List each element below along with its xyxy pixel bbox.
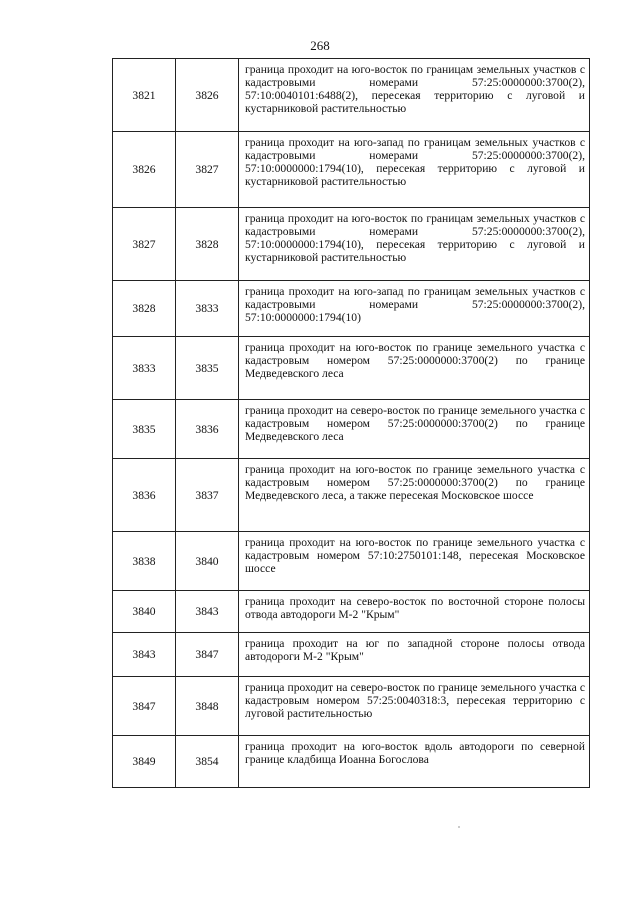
point-from-cell: 3840 (113, 591, 176, 633)
point-to-cell: 3840 (176, 532, 239, 591)
scan-speck (458, 826, 460, 828)
description-text: граница проходит на юго-восток по границе земельного участка с кадастровым номером 57:10:2750101:148, пересекая Московское шоссе (245, 536, 585, 575)
table-row (113, 633, 590, 677)
point-from-cell: 3826 (113, 132, 176, 208)
description-cell (239, 459, 590, 532)
point-from-cell: 3836 (113, 459, 176, 532)
table-row (113, 459, 590, 532)
description-cell (239, 59, 590, 132)
description-text: граница проходит на северо-восток по границе земельного участка с кадастровым номером 57:25:0040318:3, пересекая территорию с луговой растительностью (245, 681, 585, 720)
table-row (113, 677, 590, 736)
description-text: граница проходит на юго-восток по границам земельных участков с кадастровыми номерами 57:25:0000000:3700(2), 57:10:0000000:1794(10), пересекая территорию с луговой и кустарниковой растительностью (245, 212, 585, 264)
table-row (113, 208, 590, 281)
table-row (113, 532, 590, 591)
description-text: граница проходит на юго-восток по границам земельных участков с кадастровыми номерами 57:25:0000000:3700(2), 57:10:0040101:6488(2), пересекая территорию с луговой и кустарниковой растительностью (245, 63, 585, 115)
table-row (113, 736, 590, 788)
table-row (113, 132, 590, 208)
point-to-cell: 3837 (176, 459, 239, 532)
point-from-cell: 3821 (113, 59, 176, 132)
point-from-cell: 3843 (113, 633, 176, 677)
point-to-cell: 3843 (176, 591, 239, 633)
description-cell (239, 208, 590, 281)
point-from-cell: 3849 (113, 736, 176, 788)
description-text: граница проходит на северо-восток по границе земельного участка с кадастровым номером 57:25:0000000:3700(2) по границе Медведевского леса (245, 404, 585, 443)
description-text: граница проходит на юго-восток по границе земельного участка с кадастровым номером 57:25:0000000:3700(2) по границе Медведевского леса, а также пересекая Московское шоссе (245, 463, 585, 502)
point-from-cell: 3847 (113, 677, 176, 736)
point-to-cell: 3826 (176, 59, 239, 132)
table-row (113, 281, 590, 337)
description-cell (239, 337, 590, 400)
point-from-cell: 3838 (113, 532, 176, 591)
description-text: граница проходит на юго-восток по границе земельного участка с кадастровым номером 57:25:0000000:3700(2) по границе Медведевского леса (245, 341, 585, 380)
table-row (113, 400, 590, 459)
description-cell (239, 591, 590, 633)
point-to-cell: 3828 (176, 208, 239, 281)
description-cell (239, 532, 590, 591)
description-cell (239, 677, 590, 736)
description-cell (239, 633, 590, 677)
description-cell (239, 132, 590, 208)
description-cell (239, 736, 590, 788)
point-from-cell: 3835 (113, 400, 176, 459)
point-to-cell: 3848 (176, 677, 239, 736)
point-to-cell: 3835 (176, 337, 239, 400)
point-to-cell: 3847 (176, 633, 239, 677)
boundary-table-body (113, 59, 590, 788)
boundary-table (112, 58, 590, 788)
point-from-cell: 3827 (113, 208, 176, 281)
point-from-cell: 3833 (113, 337, 176, 400)
page-number: 268 (310, 38, 330, 53)
description-text: граница проходит на юг по западной стороне полосы отвода автодороги М-2 "Крым" (245, 637, 585, 663)
description-cell (239, 281, 590, 337)
table-row (113, 337, 590, 400)
point-to-cell: 3827 (176, 132, 239, 208)
description-text: граница проходит на юго-запад по границам земельных участков с кадастровыми номерами 57:25:0000000:3700(2), 57:10:0000000:1794(10), пересекая территорию с луговой и кустарниковой растительностью (245, 136, 585, 188)
point-to-cell: 3854 (176, 736, 239, 788)
point-from-cell: 3828 (113, 281, 176, 337)
description-cell (239, 400, 590, 459)
description-text: граница проходит на юго-восток вдоль автодороги по северной границе кладбища Иоанна Богослова (245, 740, 585, 766)
description-text: граница проходит на северо-восток по восточной стороне полосы отвода автодороги М-2 "Крым" (245, 595, 585, 621)
description-text: граница проходит на юго-запад по границам земельных участков с кадастровыми номерами 57:25:0000000:3700(2), 57:10:0000000:1794(10) (245, 285, 585, 324)
point-to-cell: 3833 (176, 281, 239, 337)
point-to-cell: 3836 (176, 400, 239, 459)
table-row (113, 591, 590, 633)
table-row (113, 59, 590, 132)
